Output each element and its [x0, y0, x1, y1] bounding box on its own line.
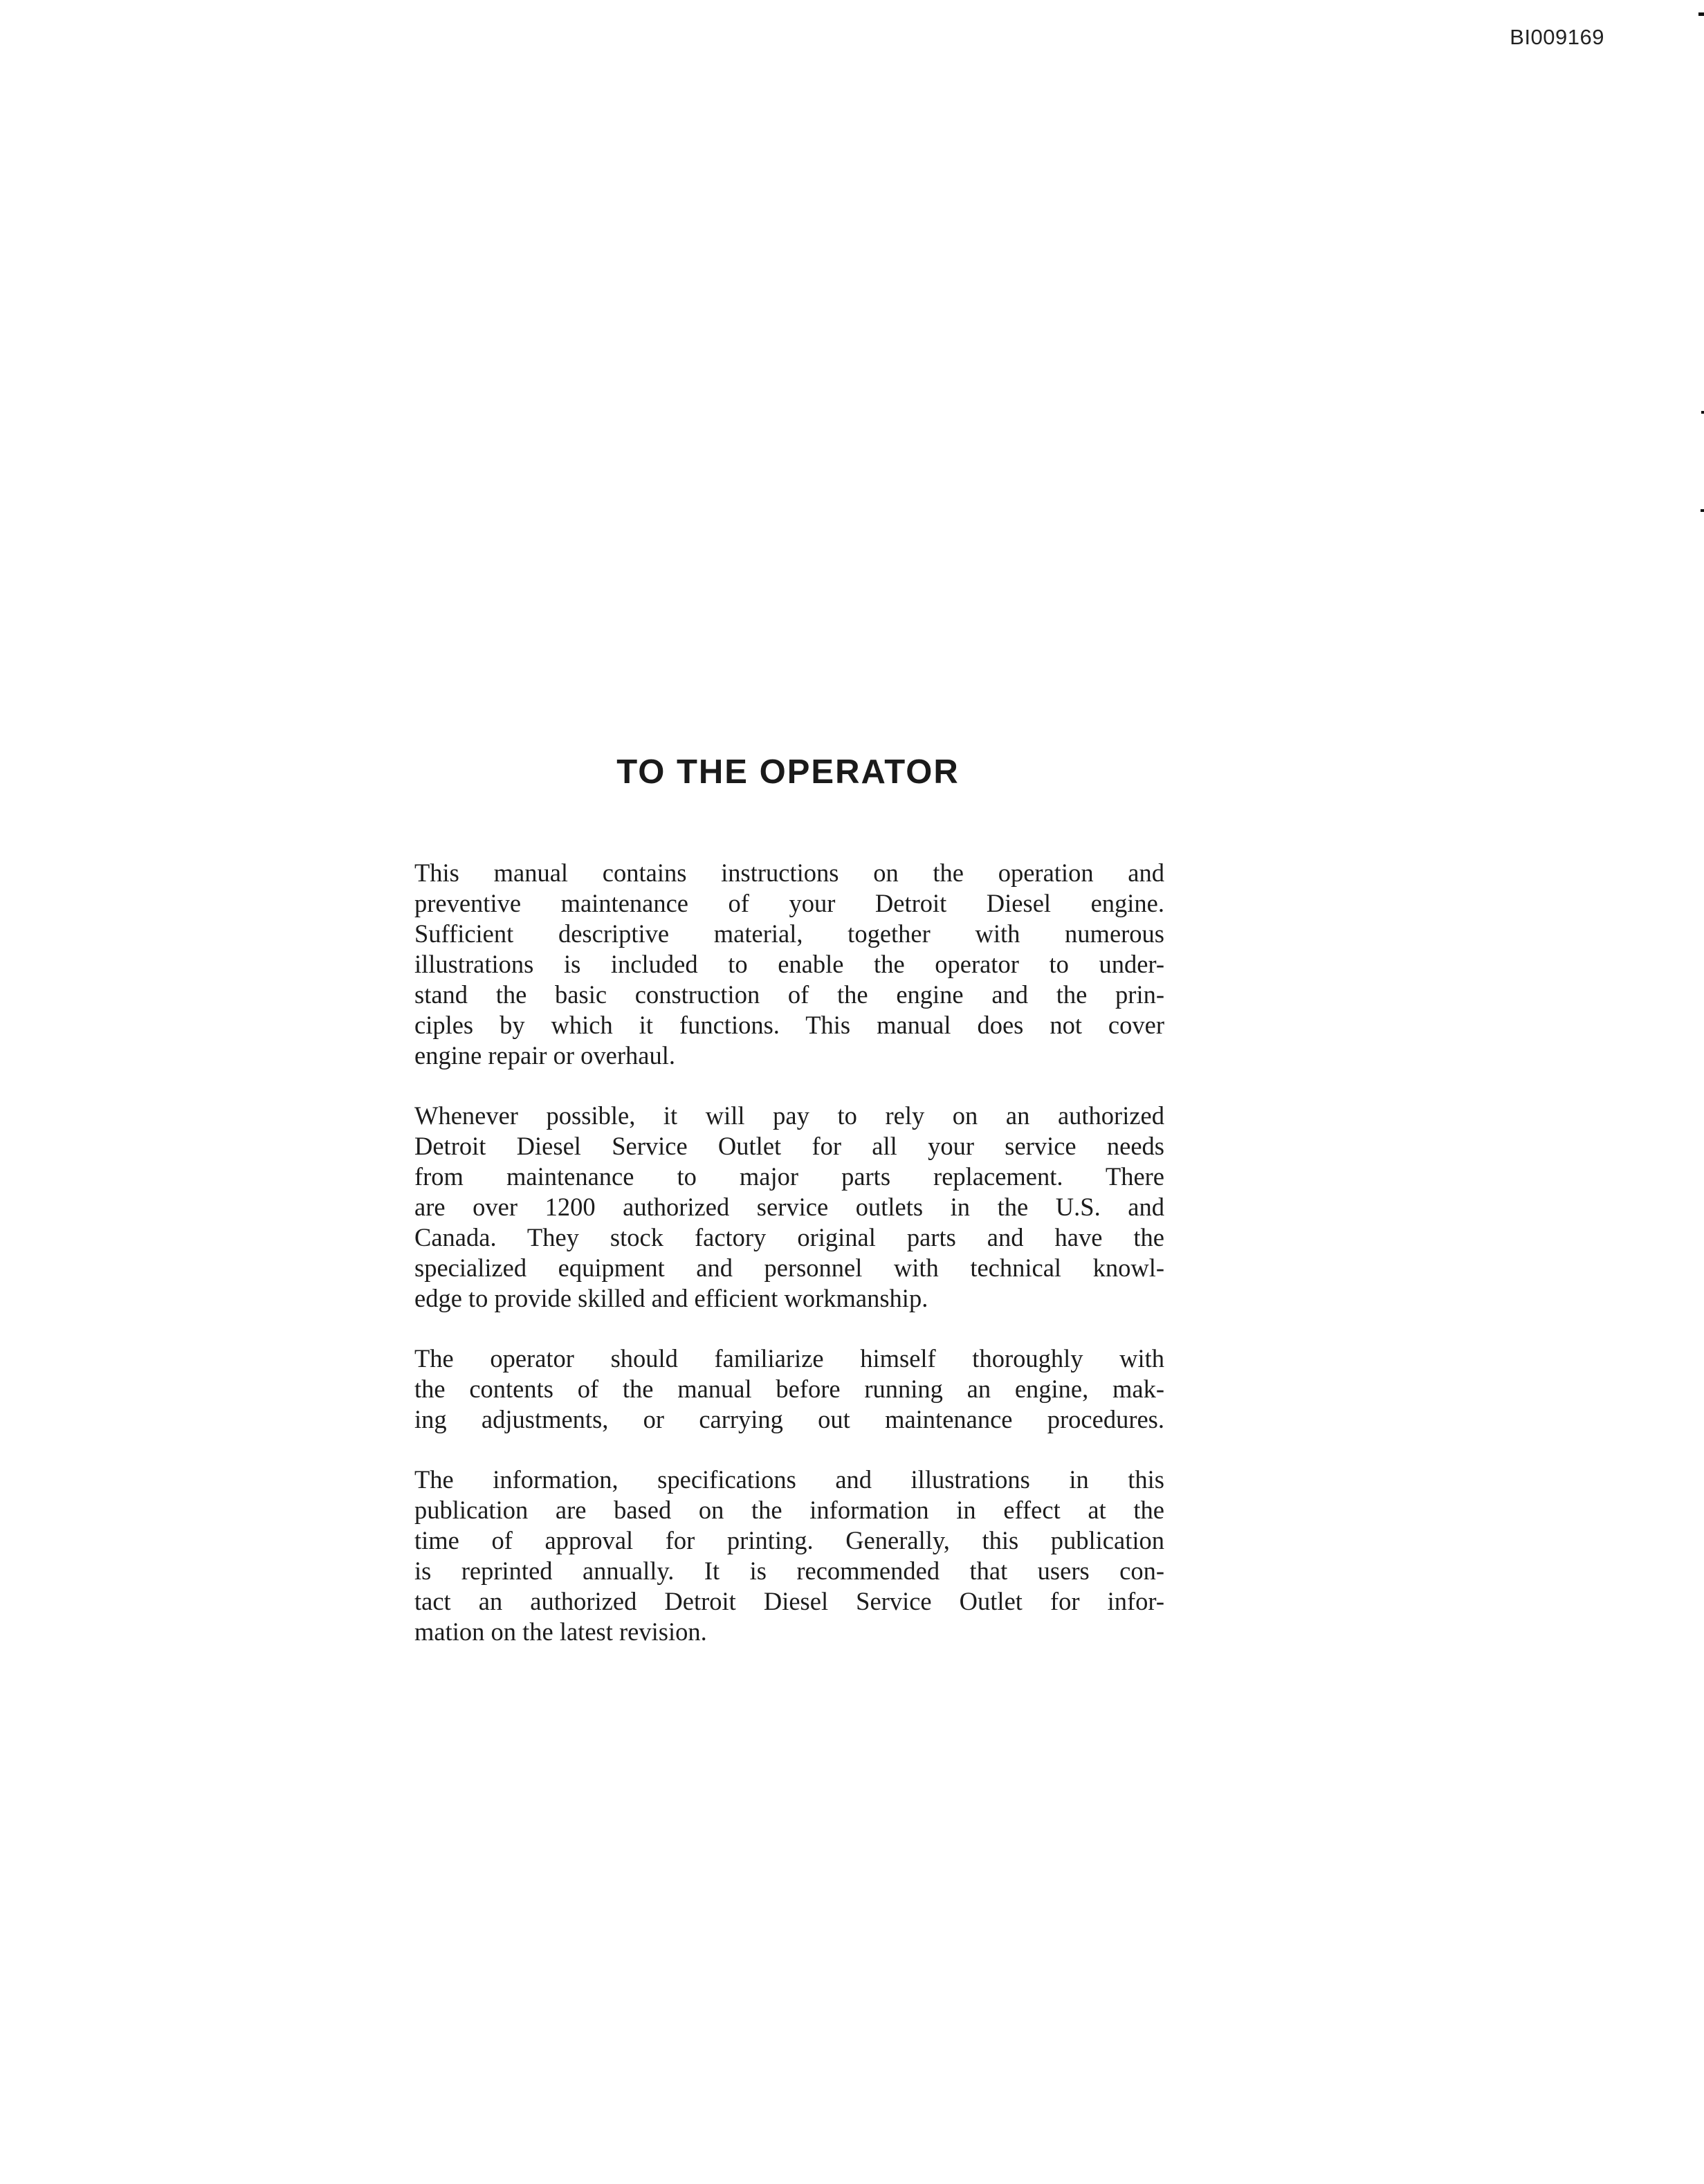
- text-line: mation on the latest revision.: [414, 1617, 707, 1646]
- text-line: engine repair or overhaul.: [414, 1041, 675, 1070]
- text-line: are over 1200 authorized service outlets in the U.S. and: [414, 1193, 1164, 1221]
- paragraph-1: [414, 858, 1164, 1071]
- text-line: edge to provide skilled and efficient workmanship.: [414, 1284, 928, 1312]
- text-line: This manual contains instructions on the operation and: [414, 859, 1164, 887]
- text-line: stand the basic construction of the engine and the prin-: [414, 980, 1164, 1009]
- text-line: ciples by which it functions. This manual does not cover: [414, 1011, 1164, 1039]
- text-line: preventive maintenance of your Detroit Diesel engine.: [414, 889, 1164, 917]
- scan-mark: [1698, 12, 1704, 16]
- text-line: publication are based on the information in effect at the: [414, 1496, 1164, 1524]
- text-line: Sufficient descriptive material, together with numerous: [414, 919, 1164, 948]
- text-line: Detroit Diesel Service Outlet for all your service needs: [414, 1132, 1164, 1160]
- paragraph-2: [414, 1101, 1164, 1314]
- paragraph-4: [414, 1465, 1164, 1647]
- text-line: the contents of the manual before running an engine, mak-: [414, 1375, 1164, 1403]
- text-line: The operator should familiarize himself thoroughly with: [414, 1344, 1164, 1373]
- body-text: [414, 858, 1164, 1677]
- text-line: from maintenance to major parts replacement. There: [414, 1162, 1164, 1191]
- text-line: illustrations is included to enable the operator to under-: [414, 950, 1164, 978]
- page-title: TO THE OPERATOR: [616, 753, 960, 791]
- text-line: time of approval for printing. Generally, this publication: [414, 1526, 1164, 1554]
- text-line: is reprinted annually. It is recommended that users con-: [414, 1557, 1164, 1585]
- scan-mark: [1701, 509, 1704, 512]
- text-line: The information, specifications and illustrations in this: [414, 1465, 1164, 1494]
- text-line: specialized equipment and personnel with technical knowl-: [414, 1254, 1164, 1282]
- text-line: ing adjustments, or carrying out maintenance procedures.: [414, 1405, 1164, 1433]
- text-line: tact an authorized Detroit Diesel Service Outlet for infor-: [414, 1587, 1164, 1615]
- scan-mark: [1701, 411, 1704, 414]
- text-line: Canada. They stock factory original parts and have the: [414, 1223, 1164, 1251]
- text-line: Whenever possible, it will pay to rely on an authorized: [414, 1101, 1164, 1130]
- document-id: BI009169: [1510, 25, 1604, 49]
- paragraph-3: [414, 1343, 1164, 1435]
